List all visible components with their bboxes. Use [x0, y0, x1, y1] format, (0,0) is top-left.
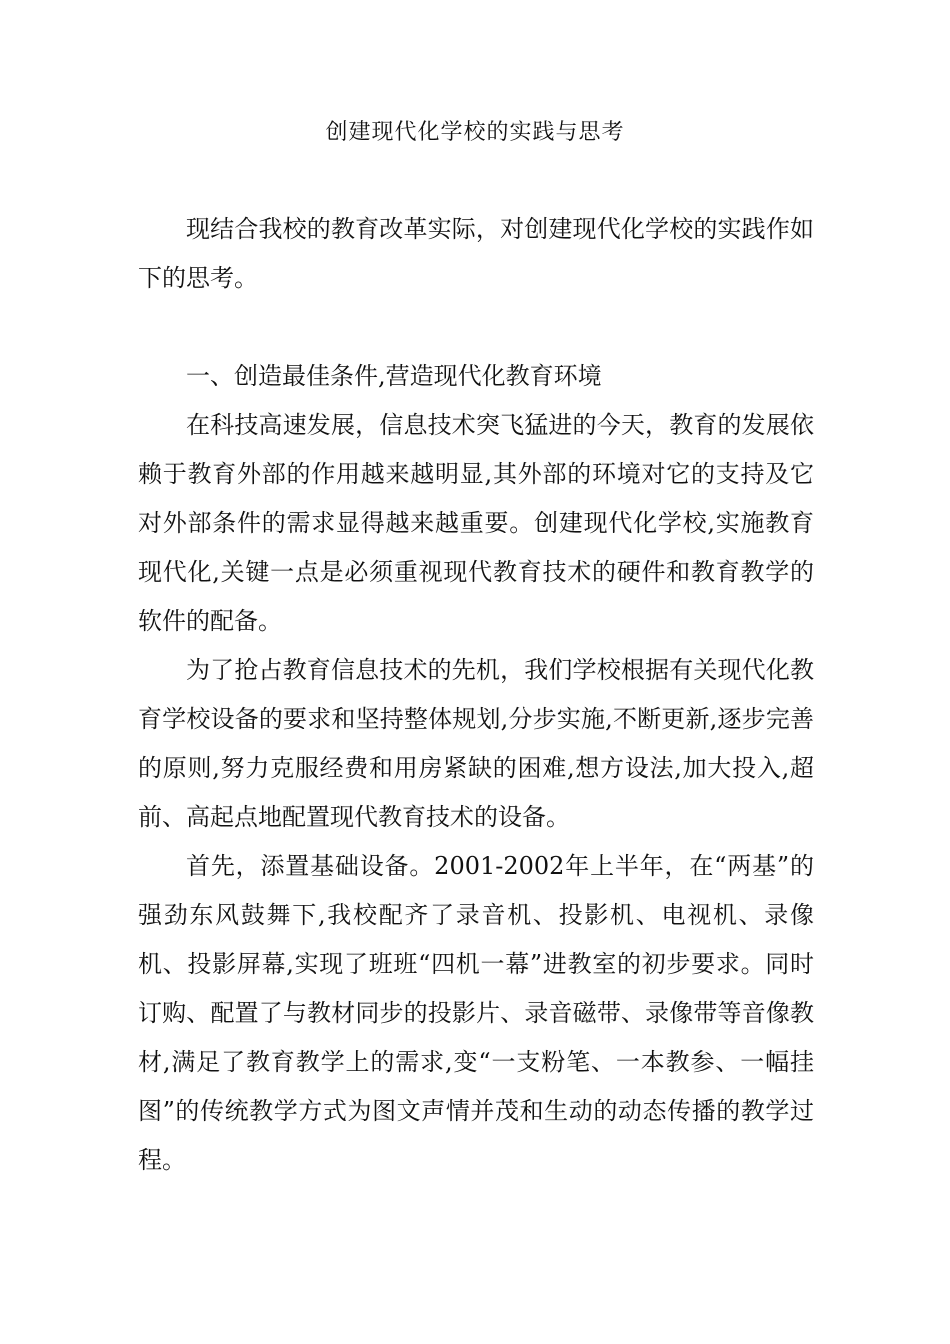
body-paragraph-1: 在科技高速发展，信息技术突飞猛进的今天，教育的发展依赖于教育外部的作用越来越明显,其外部的环境对它的支持及它对外部条件的需求显得越来越重要。创建现代化学校,实施教育现代化,关键一点是必须重视现代教育技术的硬件和教育教学的软件的配备。 [138, 411, 814, 635]
body-paragraph-2: 为了抢占教育信息技术的先机，我们学校根据有关现代化教育学校设备的要求和坚持整体规划,分步实施,不断更新,逐步完善的原则,努力克服经费和用房紧缺的困难,想方设法,加大投入,超前、高起点地配置现代教育技术的设备。 [138, 656, 814, 831]
section-heading: 一、创造最佳条件,营造现代化教育环境 [186, 362, 602, 390]
body-paragraph-3: 首先，添置基础设备。2001-2002年上半年，在“两基”的强劲东风鼓舞下,我校配齐了录音机、投影机、电视机、录像机、投影屏幕,实现了班班“四机一幕”进教室的初步要求。同时订购、配置了与教材同步的投影片、录音磁带、录像带等音像教材,满足了教育教学上的需求,变“一支粉笔、一本教参、一幅挂图”的传统教学方式为图文声情并茂和生动的动态传播的教学过程。 [138, 852, 814, 1174]
intro-block [138, 205, 814, 303]
content-block [138, 352, 814, 1185]
document-title: 创建现代化学校的实践与思考 [325, 120, 625, 145]
intro-paragraph: 现结合我校的教育改革实际，对创建现代化学校的实践作如下的思考。 [138, 215, 814, 292]
